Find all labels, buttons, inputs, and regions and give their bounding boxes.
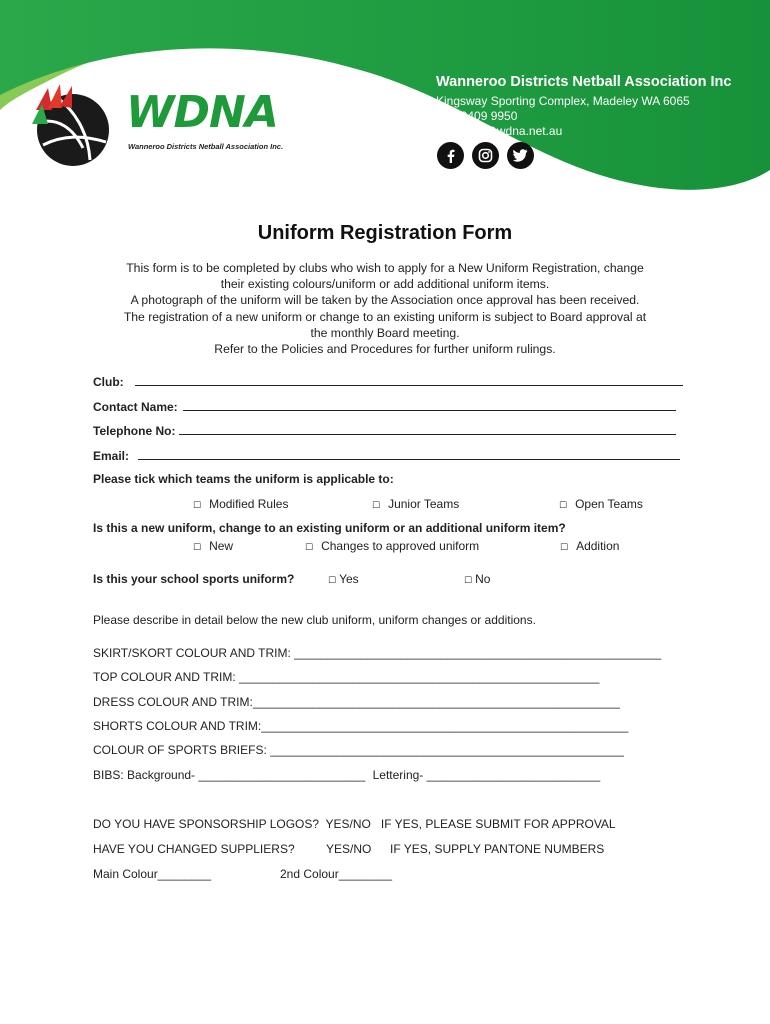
describe-instruction: Please describe in detail below the new club uniform, uniform changes or additions. bbox=[93, 613, 536, 627]
option-label: Open Teams bbox=[575, 497, 643, 511]
intro-line: their existing colours/uniform or add additional uniform items. bbox=[220, 277, 550, 292]
main-colour-field[interactable]: Main Colour________ bbox=[93, 867, 212, 881]
contact-input[interactable] bbox=[183, 399, 676, 411]
org-phone: (08) 9409 9950 bbox=[436, 109, 518, 123]
bibs-background-input[interactable]: _________________________ bbox=[198, 768, 366, 782]
option-changes[interactable] bbox=[305, 539, 479, 553]
shorts-row bbox=[93, 719, 628, 733]
teams-question: Please tick which teams the uniform is applicable to: bbox=[93, 472, 394, 486]
email-field-row bbox=[93, 448, 680, 463]
checkbox-icon[interactable]: ☐ bbox=[193, 542, 202, 552]
option-label: Modified Rules bbox=[209, 497, 289, 511]
option-junior-teams[interactable] bbox=[372, 497, 459, 511]
skirt-input[interactable]: _______________________________________________________ bbox=[294, 646, 662, 660]
shorts-input[interactable]: _______________________________________________________ bbox=[261, 719, 629, 733]
suppliers-note: IF YES, SUPPLY PANTONE NUMBERS bbox=[390, 842, 605, 856]
intro-line: A photograph of the uniform will be taken by the Association once approval has been received. bbox=[130, 293, 640, 308]
logo-wordmark: WDNA bbox=[126, 87, 278, 138]
org-address: Kingsway Sporting Complex, Madeley WA 6065 bbox=[436, 94, 690, 108]
option-yes[interactable] bbox=[328, 572, 359, 586]
option-open-teams[interactable] bbox=[559, 497, 643, 511]
form-intro bbox=[90, 260, 680, 357]
option-no[interactable] bbox=[464, 572, 490, 586]
checkbox-icon[interactable]: ☐ bbox=[372, 500, 381, 510]
option-new[interactable] bbox=[193, 539, 233, 553]
sponsorship-question: DO YOU HAVE SPONSORSHIP LOGOS? YES/NO IF YES, PLEASE SUBMIT FOR APPROVAL bbox=[93, 817, 616, 831]
facebook-icon[interactable] bbox=[437, 142, 464, 169]
logo-subtitle: Wanneroo Districts Netball Association Inc. bbox=[128, 142, 284, 151]
skirt-row bbox=[93, 646, 661, 660]
bibs-lettering-label: Lettering- bbox=[372, 768, 424, 782]
option-label: No bbox=[475, 572, 491, 586]
suppliers-row bbox=[93, 842, 605, 856]
intro-line: This form is to be completed by clubs who wish to apply for a New Uniform Registration, change bbox=[126, 261, 644, 275]
briefs-label: COLOUR OF SPORTS BRIEFS: bbox=[93, 743, 267, 757]
dress-label: DRESS COLOUR AND TRIM: bbox=[93, 695, 253, 709]
skirt-label: SKIRT/SKORT COLOUR AND TRIM: bbox=[93, 646, 291, 660]
checkbox-icon[interactable]: ☐ bbox=[328, 575, 337, 585]
email-label: Email: bbox=[93, 449, 130, 463]
option-label: Changes to approved uniform bbox=[321, 539, 480, 553]
dress-row bbox=[93, 695, 620, 709]
club-field-row bbox=[93, 374, 683, 389]
checkbox-icon[interactable]: ☐ bbox=[193, 500, 202, 510]
checkbox-icon[interactable]: ☐ bbox=[305, 542, 314, 552]
telephone-label: Telephone No: bbox=[93, 424, 176, 438]
uniform-question: Is this a new uniform, change to an existing uniform or an additional uniform item? bbox=[93, 521, 566, 535]
suppliers-yes-no: YES/NO bbox=[326, 842, 372, 856]
option-label: Yes bbox=[339, 572, 359, 586]
option-modified-rules[interactable] bbox=[193, 497, 288, 511]
telephone-input[interactable] bbox=[179, 423, 676, 435]
social-links bbox=[437, 142, 534, 169]
org-email[interactable]: enquiries@wdna.net.au bbox=[436, 124, 563, 138]
organisation-details bbox=[436, 74, 731, 139]
telephone-field-row bbox=[93, 423, 676, 438]
intro-line: the monthly Board meeting. bbox=[310, 325, 460, 340]
option-label: Addition bbox=[576, 539, 620, 553]
instagram-icon[interactable] bbox=[472, 142, 499, 169]
org-name: Wanneroo Districts Netball Association Inc bbox=[436, 74, 732, 90]
suppliers-question: HAVE YOU CHANGED SUPPLIERS? bbox=[93, 842, 295, 856]
intro-line: The registration of a new uniform or change to an existing uniform is subject to Board approval at bbox=[123, 309, 647, 324]
contact-label: Contact Name: bbox=[93, 400, 178, 414]
bibs-row bbox=[93, 768, 600, 782]
form-title: Uniform Registration Form bbox=[257, 222, 513, 244]
netball-logo-icon bbox=[28, 80, 118, 170]
top-input[interactable]: ______________________________________________________ bbox=[239, 670, 600, 684]
option-label: Junior Teams bbox=[388, 497, 460, 511]
club-input[interactable] bbox=[135, 374, 683, 386]
bibs-background-label: BIBS: Background- bbox=[93, 768, 196, 782]
email-input[interactable] bbox=[138, 448, 680, 460]
intro-line: Refer to the Policies and Procedures for further uniform rulings. bbox=[214, 342, 556, 357]
second-colour-field[interactable]: 2nd Colour________ bbox=[280, 867, 393, 881]
top-label: TOP COLOUR AND TRIM: bbox=[93, 670, 236, 684]
briefs-row bbox=[93, 743, 624, 757]
briefs-input[interactable]: _____________________________________________________ bbox=[270, 743, 624, 757]
checkbox-icon[interactable]: ☐ bbox=[464, 575, 473, 585]
top-row bbox=[93, 670, 599, 684]
option-label: New bbox=[209, 539, 234, 553]
option-addition[interactable] bbox=[560, 539, 619, 553]
bibs-lettering-input[interactable]: __________________________ bbox=[426, 768, 601, 782]
twitter-icon[interactable] bbox=[507, 142, 534, 169]
checkbox-icon[interactable]: ☐ bbox=[559, 500, 568, 510]
shorts-label: SHORTS COLOUR AND TRIM: bbox=[93, 719, 262, 733]
dress-input[interactable]: _______________________________________________________ bbox=[252, 695, 620, 709]
wdna-logo bbox=[28, 80, 303, 175]
school-question: Is this your school sports uniform? bbox=[93, 572, 295, 586]
contact-field-row bbox=[93, 399, 676, 414]
checkbox-icon[interactable]: ☐ bbox=[560, 542, 569, 552]
club-label: Club: bbox=[93, 375, 124, 389]
